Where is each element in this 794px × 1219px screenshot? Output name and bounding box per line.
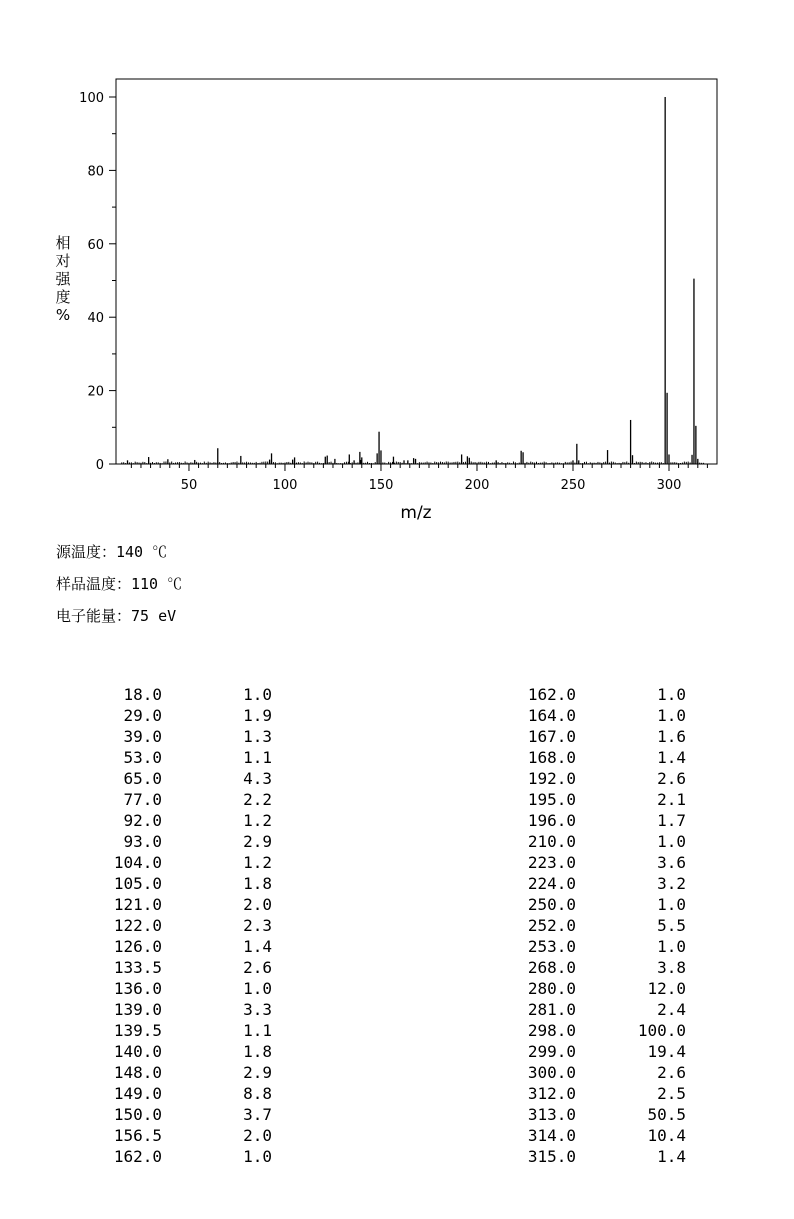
- source-temperature: 源温度：140 ℃: [56, 543, 168, 561]
- table-row: [518, 916, 688, 937]
- peak-group: [128, 97, 698, 464]
- mz-value: 168.0: [527, 748, 576, 767]
- abundance-value: 1.0: [657, 706, 686, 725]
- abundance-value: 100.0: [637, 1021, 686, 1040]
- abundance-value: 1.1: [243, 1021, 272, 1040]
- svg-text:相对强度%: 相对强度%: [55, 234, 71, 324]
- table-row: [104, 685, 274, 706]
- abundance-value: 2.9: [243, 1063, 272, 1082]
- table-row: [518, 832, 688, 853]
- table-row: [104, 874, 274, 895]
- mz-value: 156.5: [113, 1126, 162, 1145]
- x-tick-label: 100: [272, 478, 298, 493]
- table-row: [104, 1084, 274, 1105]
- mz-value: 133.5: [113, 958, 162, 977]
- abundance-value: 2.0: [243, 1126, 272, 1145]
- abundance-value: 2.9: [243, 832, 272, 851]
- y-tick-label: 100: [79, 91, 104, 106]
- table-row: [104, 1147, 274, 1168]
- mz-value: 121.0: [113, 895, 162, 914]
- x-tick-label: 150: [368, 478, 394, 493]
- mz-value: 192.0: [527, 769, 576, 788]
- abundance-value: 1.1: [243, 748, 272, 767]
- mz-value: 315.0: [527, 1147, 576, 1166]
- table-row: [518, 1147, 688, 1168]
- mz-value: 140.0: [113, 1042, 162, 1061]
- y-tick-label: 0: [95, 458, 104, 473]
- mz-value: 252.0: [527, 916, 576, 935]
- mz-value: 312.0: [527, 1084, 576, 1103]
- abundance-value: 1.9: [243, 706, 272, 725]
- table-row: [518, 895, 688, 916]
- abundance-value: 1.4: [657, 1147, 686, 1166]
- table-row: [104, 811, 274, 832]
- abundance-value: 1.6: [657, 727, 686, 746]
- mz-value: 223.0: [527, 853, 576, 872]
- table-row: [104, 1105, 274, 1126]
- mz-value: 18.0: [123, 685, 162, 704]
- table-row: [104, 748, 274, 769]
- mz-value: 93.0: [123, 832, 162, 851]
- mz-value: 250.0: [527, 895, 576, 914]
- abundance-value: 1.8: [243, 874, 272, 893]
- abundance-value: 1.0: [657, 832, 686, 851]
- x-tick-label: 250: [560, 478, 586, 493]
- abundance-value: 3.8: [657, 958, 686, 977]
- mass-spectrum-chart: [0, 0, 794, 540]
- table-row: [104, 979, 274, 1000]
- mz-value: 148.0: [113, 1063, 162, 1082]
- abundance-value: 1.4: [243, 937, 272, 956]
- table-row: [104, 1042, 274, 1063]
- table-row: [518, 1021, 688, 1042]
- mz-value: 39.0: [123, 727, 162, 746]
- abundance-value: 1.0: [657, 895, 686, 914]
- y-tick-label: 40: [87, 311, 104, 327]
- table-row: [518, 790, 688, 811]
- abundance-value: 2.6: [657, 1063, 686, 1082]
- mz-value: 150.0: [113, 1105, 162, 1124]
- abundance-value: 3.2: [657, 874, 686, 893]
- mz-value: 77.0: [123, 790, 162, 809]
- table-row: [518, 748, 688, 769]
- table-row: [104, 790, 274, 811]
- y-axis-label: [55, 234, 71, 324]
- table-row: [104, 895, 274, 916]
- abundance-value: 1.3: [243, 727, 272, 746]
- table-row: [518, 1105, 688, 1126]
- mz-value: 139.5: [113, 1021, 162, 1040]
- x-tick-label: 300: [656, 478, 682, 493]
- abundance-value: 2.6: [657, 769, 686, 788]
- x-tick-label: 200: [464, 478, 490, 493]
- abundance-value: 12.0: [647, 979, 686, 998]
- abundance-value: 1.0: [243, 685, 272, 704]
- mz-value: 149.0: [113, 1084, 162, 1103]
- mz-value: 195.0: [527, 790, 576, 809]
- mz-value: 253.0: [527, 937, 576, 956]
- mz-value: 139.0: [113, 1000, 162, 1019]
- abundance-value: 8.8: [243, 1084, 272, 1103]
- mz-value: 268.0: [527, 958, 576, 977]
- abundance-value: 1.2: [243, 811, 272, 830]
- abundance-value: 3.7: [243, 1105, 272, 1124]
- mz-value: 122.0: [113, 916, 162, 935]
- abundance-value: 2.4: [657, 1000, 686, 1019]
- table-row: [104, 1126, 274, 1147]
- table-row: [518, 811, 688, 832]
- table-row: [518, 958, 688, 979]
- mz-value: 224.0: [527, 874, 576, 893]
- abundance-value: 1.8: [243, 1042, 272, 1061]
- abundance-value: 2.6: [243, 958, 272, 977]
- table-row: [518, 874, 688, 895]
- mz-value: 162.0: [113, 1147, 162, 1166]
- y-tick-label: 20: [87, 384, 104, 400]
- abundance-value: 1.7: [657, 811, 686, 830]
- table-row: [518, 1126, 688, 1147]
- abundance-value: 2.2: [243, 790, 272, 809]
- table-row: [518, 1000, 688, 1021]
- mz-value: 53.0: [123, 748, 162, 767]
- peak-table-right: [518, 685, 688, 1168]
- mz-value: 136.0: [113, 979, 162, 998]
- table-row: [104, 706, 274, 727]
- table-row: [104, 1021, 274, 1042]
- y-tick-label: 80: [87, 164, 104, 180]
- mz-value: 281.0: [527, 1000, 576, 1019]
- abundance-value: 2.3: [243, 916, 272, 935]
- mz-value: 65.0: [123, 769, 162, 788]
- table-row: [518, 979, 688, 1000]
- mz-value: 298.0: [527, 1021, 576, 1040]
- table-row: [518, 1084, 688, 1105]
- table-row: [104, 1000, 274, 1021]
- x-axis-label: m/z: [400, 503, 432, 523]
- table-row: [104, 769, 274, 790]
- plot-frame: [116, 79, 717, 464]
- x-axis: [131, 464, 707, 493]
- abundance-value: 2.0: [243, 895, 272, 914]
- abundance-value: 3.3: [243, 1000, 272, 1019]
- abundance-value: 10.4: [647, 1126, 686, 1145]
- mz-value: 313.0: [527, 1105, 576, 1124]
- table-row: [104, 853, 274, 874]
- mz-value: 104.0: [113, 853, 162, 872]
- abundance-value: 4.3: [243, 769, 272, 788]
- abundance-value: 1.0: [243, 1147, 272, 1166]
- abundance-value: 1.0: [243, 979, 272, 998]
- table-row: [518, 727, 688, 748]
- table-row: [104, 727, 274, 748]
- mz-value: 280.0: [527, 979, 576, 998]
- table-row: [518, 769, 688, 790]
- mz-value: 196.0: [527, 811, 576, 830]
- table-row: [104, 937, 274, 958]
- table-row: [518, 1063, 688, 1084]
- abundance-value: 2.1: [657, 790, 686, 809]
- mz-value: 299.0: [527, 1042, 576, 1061]
- abundance-value: 1.2: [243, 853, 272, 872]
- abundance-value: 2.5: [657, 1084, 686, 1103]
- y-axis: [79, 91, 116, 473]
- table-row: [518, 937, 688, 958]
- table-row: [104, 916, 274, 937]
- mz-value: 167.0: [527, 727, 576, 746]
- mz-value: 164.0: [527, 706, 576, 725]
- table-row: [518, 685, 688, 706]
- table-row: [104, 958, 274, 979]
- abundance-value: 1.0: [657, 937, 686, 956]
- table-row: [104, 832, 274, 853]
- mz-value: 162.0: [527, 685, 576, 704]
- abundance-value: 1.0: [657, 685, 686, 704]
- peak-table-left: [104, 685, 274, 1168]
- mz-value: 314.0: [527, 1126, 576, 1145]
- abundance-value: 50.5: [647, 1105, 686, 1124]
- abundance-value: 1.4: [657, 748, 686, 767]
- table-row: [518, 1042, 688, 1063]
- mz-value: 210.0: [527, 832, 576, 851]
- x-tick-label: 50: [180, 478, 198, 493]
- y-tick-label: 60: [87, 237, 104, 253]
- mz-value: 300.0: [527, 1063, 576, 1082]
- mz-value: 126.0: [113, 937, 162, 956]
- mz-value: 29.0: [123, 706, 162, 725]
- sample-temperature: 样品温度：110 ℃: [56, 575, 183, 593]
- table-row: [518, 706, 688, 727]
- mz-value: 105.0: [113, 874, 162, 893]
- abundance-value: 3.6: [657, 853, 686, 872]
- abundance-value: 19.4: [647, 1042, 686, 1061]
- abundance-value: 5.5: [657, 916, 686, 935]
- electron-energy: 电子能量：75 eV: [56, 607, 177, 625]
- table-row: [104, 1063, 274, 1084]
- mz-value: 92.0: [123, 811, 162, 830]
- table-row: [518, 853, 688, 874]
